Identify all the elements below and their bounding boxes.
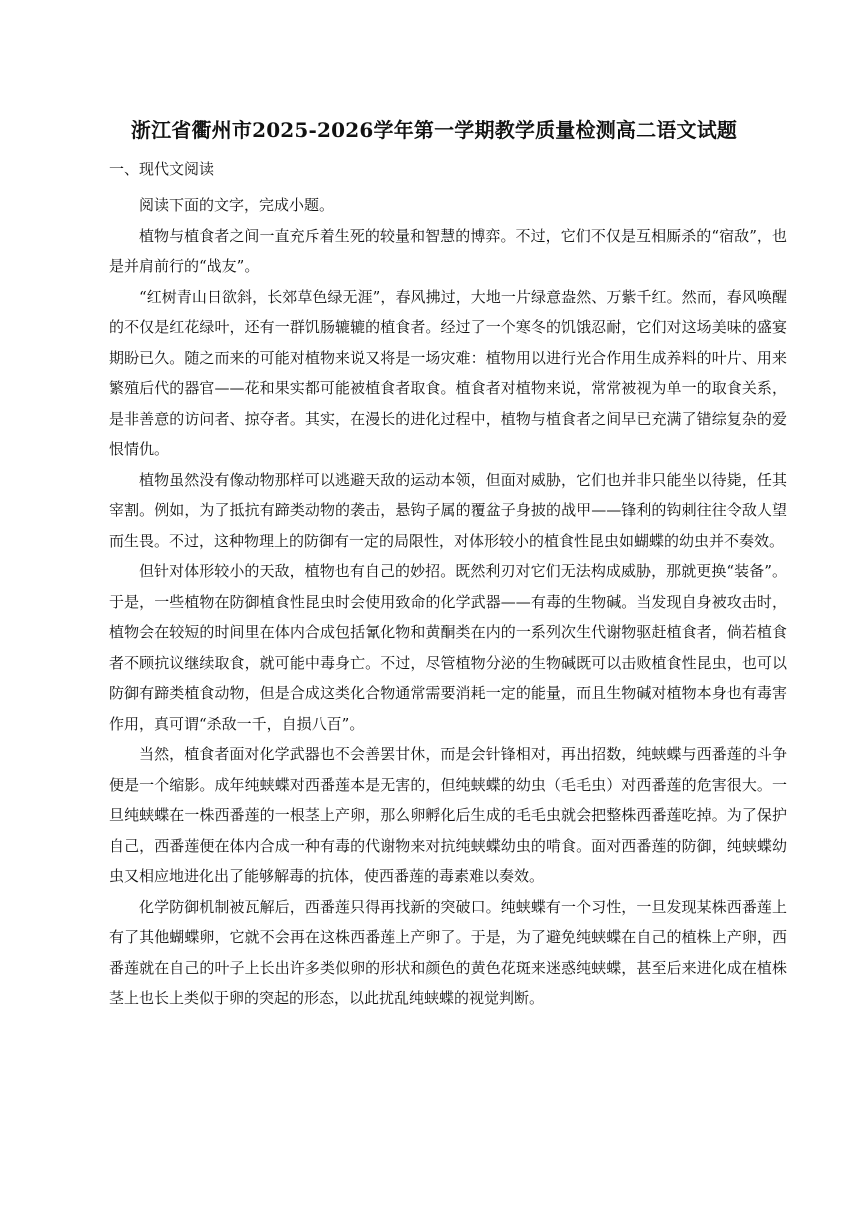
paragraph-5: 当然，植食者面对化学武器也不会善罢甘休，而是会针锋相对，再出招数，纯蛱蝶与西番莲的斗争便是一个缩影。成年纯蛱蝶对西番莲本是无害的，但纯蛱蝶的幼虫（毛毛虫）对西番莲的危害很大。一旦纯蛱蝶在一株西番莲的一根茎上产卵，那么卵孵化后生成的毛毛虫就会把整株西番莲吃掉。为了保护自己，西番莲便在体内合成一种有毒的代谢物来对抗纯蛱蝶幼虫的啃食。面对西番莲的防御，纯蛱蝶幼虫又相应地进化出了能够解毒的抗体，使西番莲的毒素难以奏效。	[109, 745, 787, 885]
document-body	[109, 190, 787, 1014]
paragraph-6: 化学防御机制被瓦解后，西番莲只得再找新的突破口。纯蛱蝶有一个习性，一旦发现某株西番莲上有了其他蝴蝶卵，它就不会再在这株西番莲上产卵了。于是，为了避免纯蛱蝶在自己的植株上产卵，西番莲就在自己的叶子上长出许多类似卵的形状和颜色的黄色花斑来迷惑纯蛱蝶，甚至后来进化成在植株茎上也长上类似于卵的突起的形态，以此扰乱纯蛱蝶的视觉判断。	[109, 897, 787, 1007]
paragraph-4: 但针对体形较小的天敌，植物也有自己的妙招。既然利刃对它们无法构成威胁，那就更换“装备”。于是，一些植物在防御植食性昆虫时会使用致命的化学武器——有毒的生物碱。当发现自身被攻击时，植物会在较短的时间里在体内合成包括氰化物和黄酮类在内的一系列次生代谢物驱赶植食者，倘若植食者不顾抗议继续取食，就可能中毒身亡。不过，尽管植物分泌的生物碱既可以击败植食性昆虫，也可以防御有蹄类植食动物，但是合成这类化合物通常需要消耗一定的能量，而且生物碱对植物本身也有毒害作用，真可谓“杀敌一千，自损八百”。	[109, 562, 787, 733]
paragraph-3: 植物虽然没有像动物那样可以逃避天敌的运动本领，但面对威胁，它们也并非只能坐以待毙，任其宰割。例如，为了抵抗有蹄类动物的袭击，悬钩子属的覆盆子身披的战甲——锋利的钩刺往往令敌人望而生畏。不过，这种物理上的防御有一定的局限性，对体形较小的植食性昆虫如蝴蝶的幼虫并不奏效。	[109, 470, 787, 550]
reading-instruction: 阅读下面的文字，完成小题。	[139, 196, 335, 214]
document-title: 浙江省衢州市2025-2026学年第一学期教学质量检测高二语文试题	[130, 118, 738, 142]
paragraph-1: 植物与植食者之间一直充斥着生死的较量和智慧的博弈。不过，它们不仅是互相厮杀的“宿敌”，也是并肩前行的“战友”。	[109, 226, 787, 275]
paragraph-2: “红树青山日欲斜，长郊草色绿无涯”，春风拂过，大地一片绿意盎然、万紫千红。然而，春风唤醒的不仅是红花绿叶，还有一群饥肠辘辘的植食者。经过了一个寒冬的饥饿忍耐，它们对这场美味的盛宴期盼已久。随之而来的可能对植物来说又将是一场灾难：植物用以进行光合作用生成养料的叶片、用来繁殖后代的器官——花和果实都可能被植食者取食。植食者对植物来说，常常被视为单一的取食关系，是非善意的访问者、掠夺者。其实，在漫长的进化过程中，植物与植食者之间早已充满了错综复杂的爱恨情仇。	[109, 287, 787, 458]
section-heading: 一、现代文阅读	[109, 160, 215, 178]
